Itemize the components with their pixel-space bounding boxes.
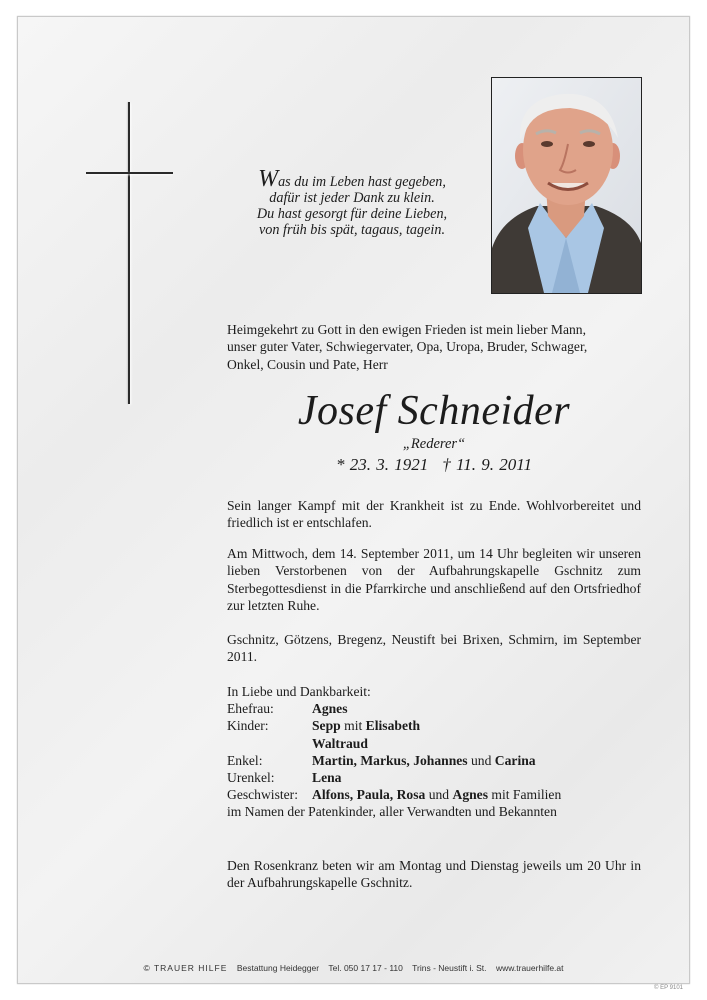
memorial-verse [232, 166, 472, 238]
verse-initial: W [258, 166, 279, 192]
verse-line-1 [232, 166, 472, 192]
great-grandchild-name: Lena [312, 770, 342, 786]
death-date: † 11. 9. 2011 [442, 455, 532, 474]
life-dates [227, 455, 641, 475]
family-row-children-2 [227, 735, 641, 752]
birth-date: * 23. 3. 1921 [336, 455, 429, 474]
verse-line-2: dafür ist jeder Dank zu klein. [269, 190, 435, 206]
children-label: Kinder: [227, 718, 269, 734]
place-date-paragraph: Gschnitz, Götzens, Bregenz, Neustift bei Brixen, Schmirn, im September 2011. [227, 632, 641, 665]
children-line-1 [312, 717, 420, 734]
footer-code: © EP 9101 [654, 985, 683, 991]
cross-vertical-beam [128, 102, 130, 404]
family-heading [227, 683, 641, 700]
family-heading-text: In Liebe und Dankbarkeit: [227, 684, 371, 699]
grandchild-last: Carina [494, 752, 536, 768]
grandchildren-label: Enkel: [227, 752, 263, 768]
siblings-label: Geschwister: [227, 787, 298, 803]
great-grandchildren-label: Urenkel: [227, 770, 275, 786]
intro-line-2: unser guter Vater, Schwiegervater, Opa, Uropa, Bruder, Schwager, [227, 339, 588, 355]
family-row-grandchildren [227, 752, 641, 769]
intro-line-3: Onkel, Cousin und Pate, Herr [227, 356, 388, 372]
footer-phone: Tel. 050 17 17 - 110 [328, 963, 403, 973]
family-row-great-grandchildren [227, 769, 641, 786]
funeral-paragraph: Am Mittwoch, dem 14. September 2011, um 14 Uhr begleiten wir unseren lieben Verstorbenen von der Aufbahrungskapelle Gschnitz zum Sterbegottesdienst in die Pfarrkirche und anschließend auf den Ortsfriedhof zur letzten Ruhe. [227, 546, 641, 614]
family-row-spouse [227, 700, 641, 717]
siblings-list: Alfons, Paula, Rosa [312, 787, 426, 803]
family-closing [227, 803, 641, 820]
verse-line-4: von früh bis spät, tagaus, tagein. [258, 222, 446, 238]
illness-paragraph: Sein langer Kampf mit der Krankheit ist zu Ende. Wohlvorbereitet und friedlich ist er entschlafen. [227, 498, 641, 531]
spouse-label: Ehefrau: [227, 701, 274, 717]
sibling-last: Agnes [452, 787, 488, 803]
footer-location: Trins - Neustift i. St. [412, 963, 487, 973]
child-1-partner: Elisabeth [365, 718, 421, 734]
verse-line-1-text: as du im Leben hast gegeben, [278, 174, 446, 190]
grandchildren-and: und [471, 752, 492, 768]
intro-line-1: Heimgekehrt zu Gott in den ewigen Frieden ist mein lieber Mann, [227, 322, 587, 337]
family-row-siblings [227, 786, 641, 803]
siblings-and: und [428, 787, 450, 803]
portrait-photo [491, 77, 642, 294]
family-closing-text: im Namen der Patenkinder, aller Verwandten und Bekannten [227, 804, 557, 820]
spouse-name: Agnes [312, 701, 348, 717]
child-1-name: Sepp [312, 718, 341, 734]
rosary-paragraph: Den Rosenkranz beten wir am Montag und Dienstag jeweils um 20 Uhr in der Aufbahrungskapelle Gschnitz. [227, 858, 641, 891]
family-list [227, 683, 641, 821]
cross-horizontal-beam [86, 172, 173, 174]
child-2-name: Waltraud [312, 735, 368, 751]
footer-company: Bestattung Heidegger [236, 963, 320, 973]
verse-line-3: Du hast gesorgt für deine Lieben, [256, 206, 448, 222]
deceased-name: Josef Schneider [297, 388, 571, 434]
family-row-children [227, 717, 641, 734]
footer-brand: © TRAUER HILFE [143, 963, 228, 973]
grandchildren-list: Martin, Markus, Johannes [312, 752, 468, 768]
grandchildren-names [312, 752, 536, 769]
intro-text [227, 321, 641, 373]
child-1-with: mit [344, 718, 363, 734]
siblings-suffix: mit Familien [491, 787, 562, 803]
siblings-names [312, 786, 561, 803]
deceased-nickname: „Rederer“ [402, 436, 466, 452]
footer [0, 963, 707, 973]
footer-web-link[interactable]: www.trauerhilfe.at [495, 963, 564, 973]
